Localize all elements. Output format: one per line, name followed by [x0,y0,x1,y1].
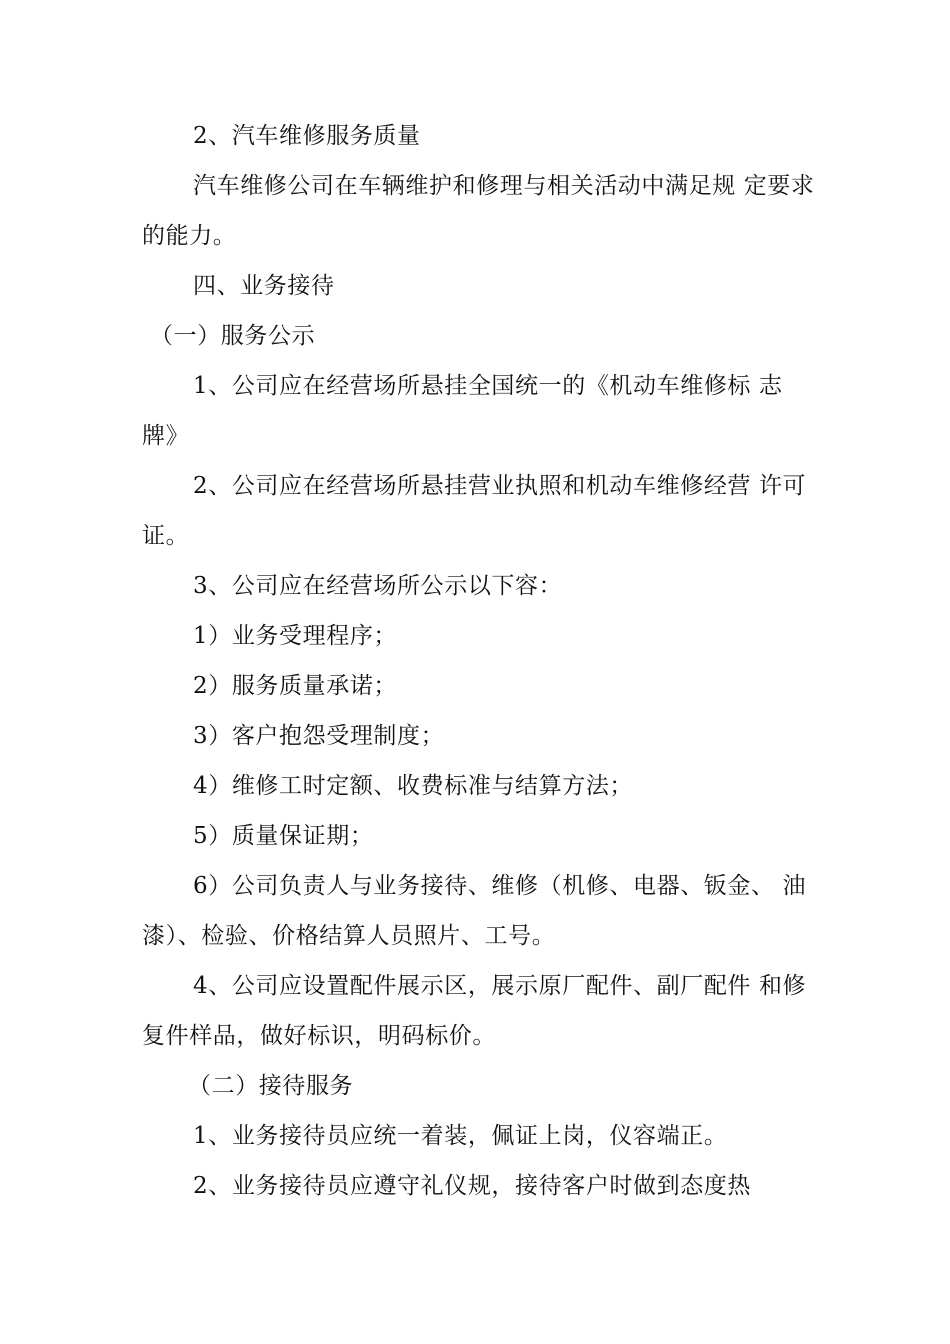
text-line: 的能力。 [142,223,237,249]
list-item: 3）客户抱怨受理制度； [193,723,445,749]
section-heading: 四、业务接待 [193,273,335,299]
list-item: 6）公司负责人与业务接待、维修（机修、电器、钣金、 油 [193,873,807,899]
subsection-heading: （一）服务公示 [150,323,316,349]
text-line: 牌》 [142,423,190,449]
text-line: 2、汽车维修服务质量 [193,123,421,149]
list-item: 2）服务质量承诺； [193,673,398,699]
text-line: 1、公司应在经营场所悬挂全国统一的《机动车维修标 志 [193,373,783,399]
text-line: 证。 [142,523,190,549]
text-line: 2、公司应在经营场所悬挂营业执照和机动车维修经营 许可 [193,473,807,499]
text-line: 复件样品，做好标识，明码标价。 [142,1023,496,1049]
text-line: 4、公司应设置配件展示区，展示原厂配件、副厂配件 和修 [193,973,807,999]
subsection-heading: （二）接待服务 [188,1073,354,1099]
list-item: 4）维修工时定额、收费标准与结算方法； [193,773,634,799]
text-line: 漆）、检验、价格结算人员照片、工号。 [142,923,556,949]
list-item: 5）质量保证期； [193,823,374,849]
text-line: 3、公司应在经营场所公示以下容： [193,573,563,599]
text-line: 汽车维修公司在车辆维护和修理与相关活动中满足规 定要求 [193,173,815,199]
text-line: 2、业务接待员应遵守礼仪规，接待客户时做到态度热 [193,1173,752,1199]
list-item: 1）业务受理程序； [193,623,398,649]
text-line: 1、业务接待员应统一着装，佩证上岗，仪容端正。 [193,1123,728,1149]
